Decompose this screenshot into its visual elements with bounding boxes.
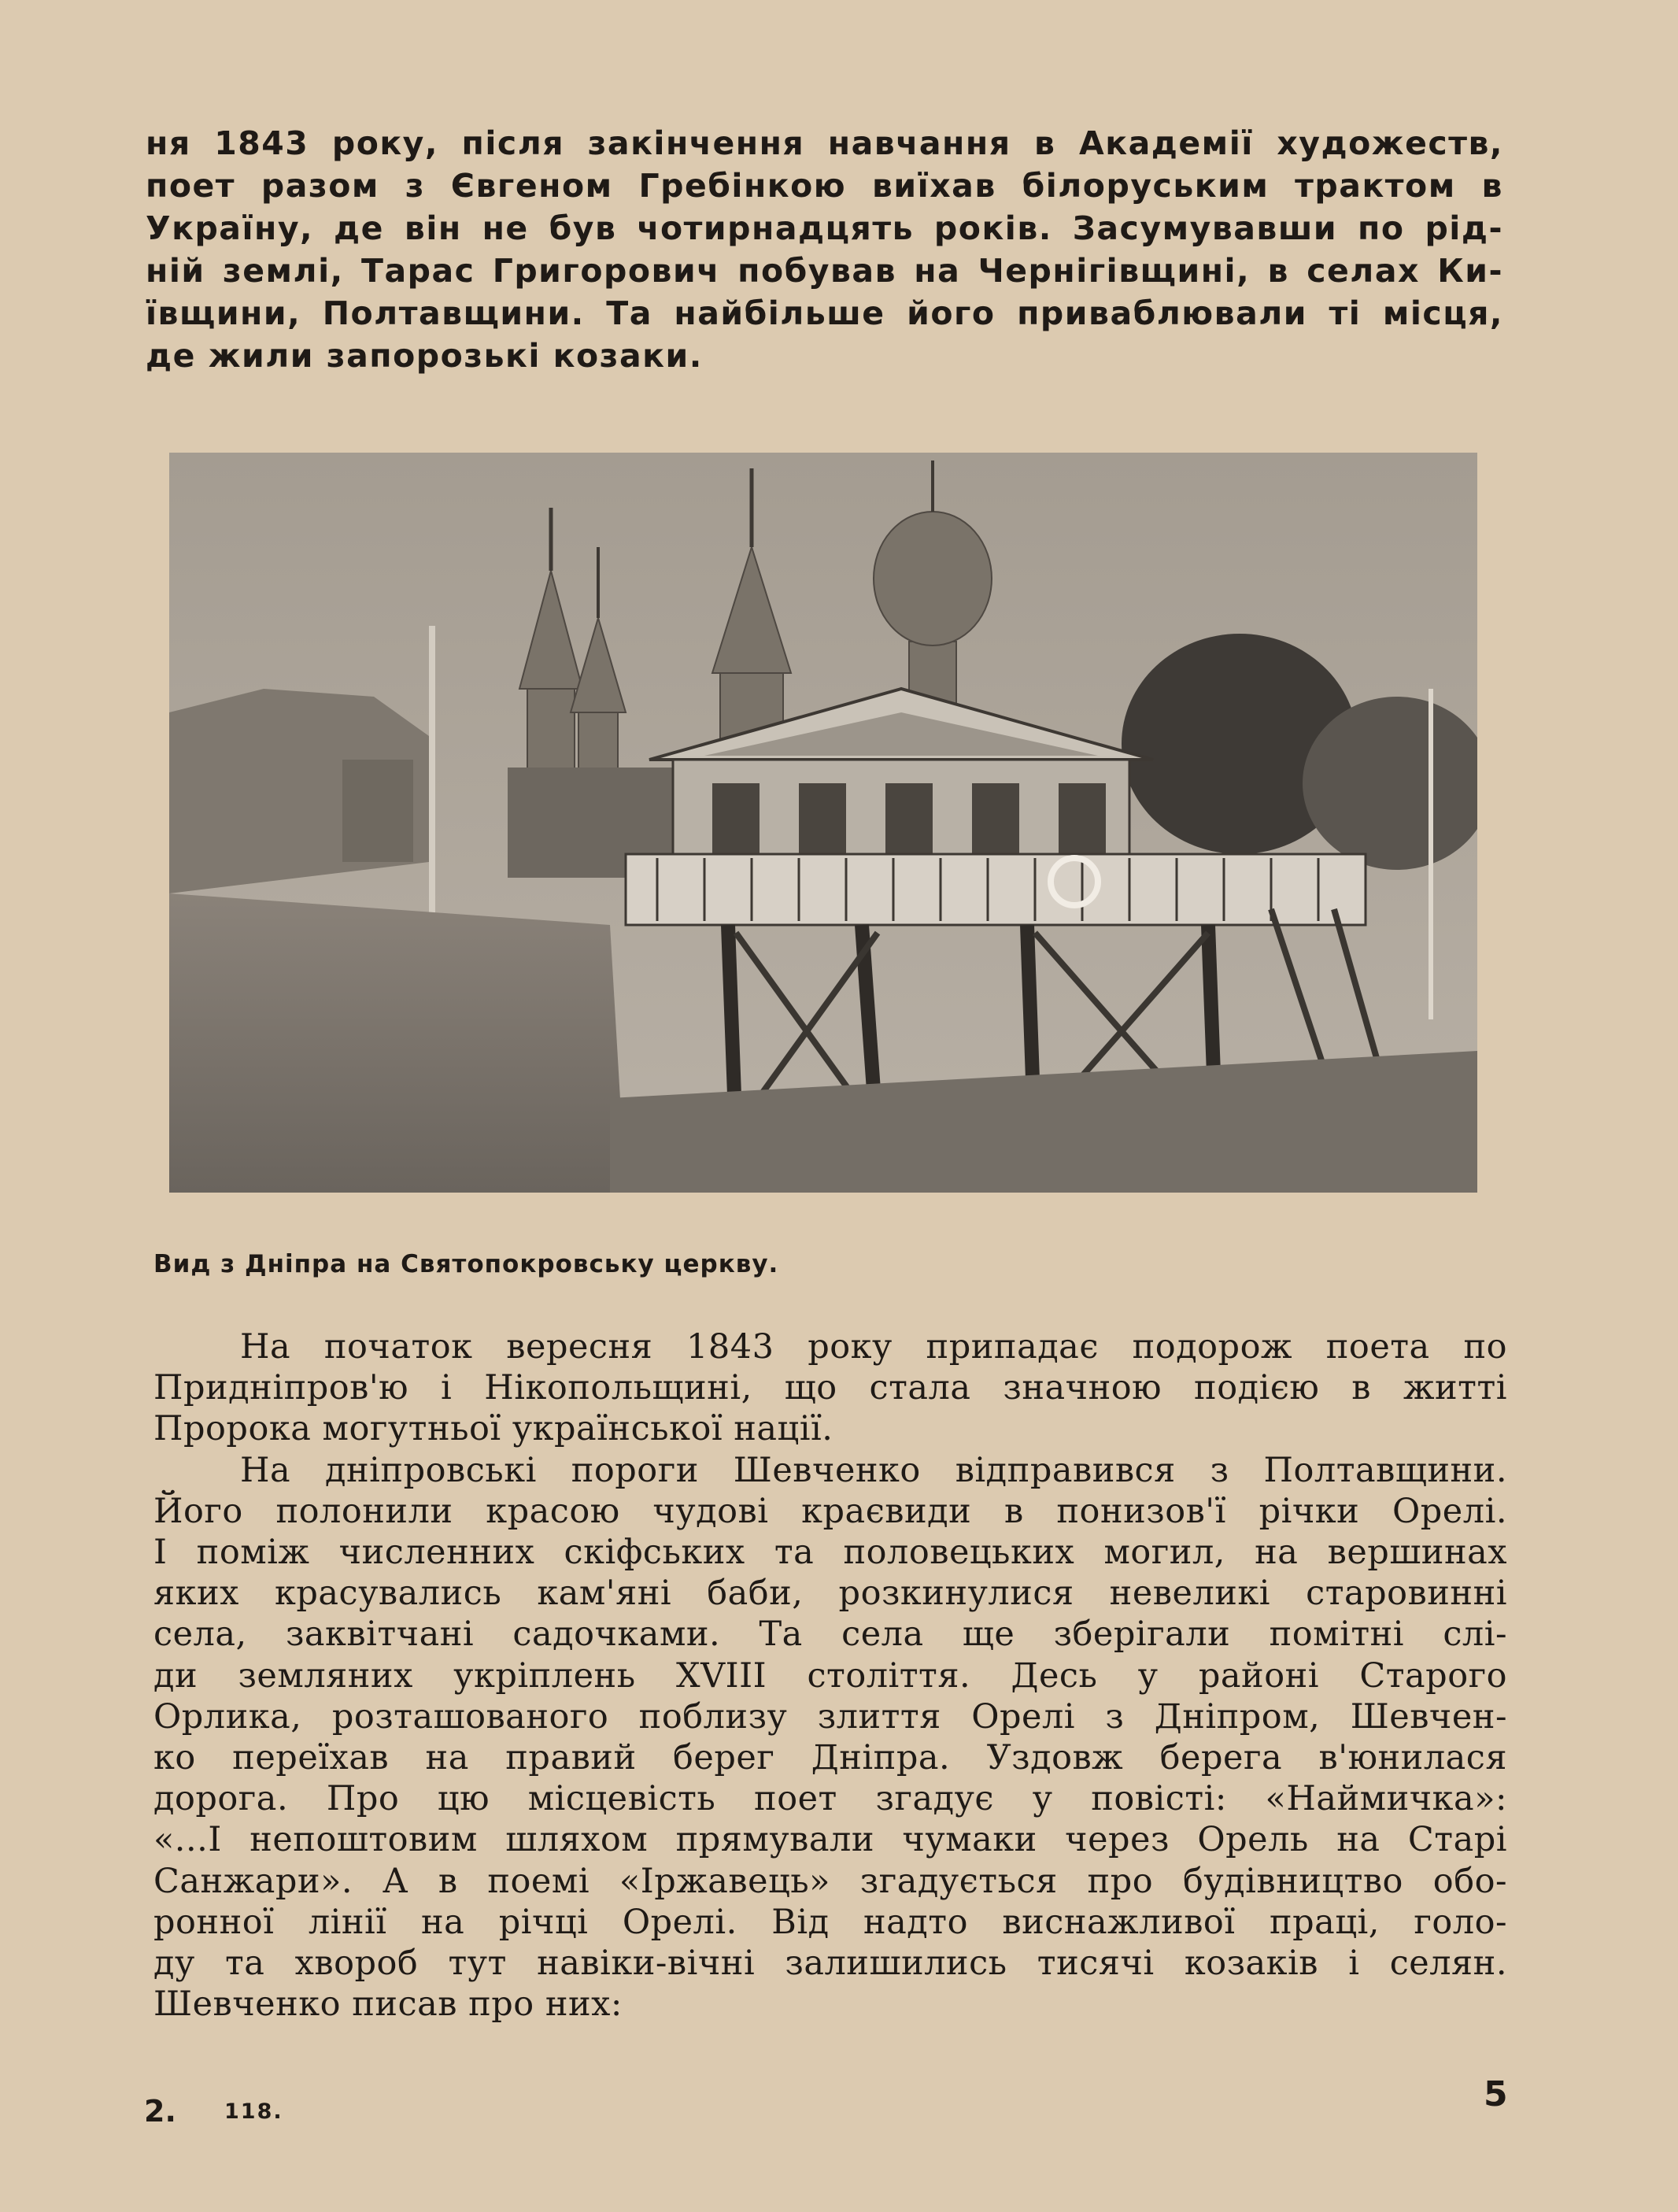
text-line: Придніпров'ю і Нікопольщині, що стала значною подією в житті	[153, 1368, 1507, 1408]
text-line: Орлика, розташованого поблизу злиття Орелі з Дніпром, Шевчен-	[153, 1696, 1507, 1737]
church-photo	[169, 453, 1477, 1193]
text-line: ній землі, Тарас Григорович побував на Чернігівщині, в селах Ки-	[146, 252, 1503, 290]
body-text	[153, 1326, 1507, 2025]
photo-caption: Вид з Дніпра на Святопокровську церкву.	[153, 1250, 779, 1278]
signature-code: 118.	[224, 2099, 283, 2124]
text-line: поет разом з Євгеном Гребінкою виїхав білоруським трактом в	[146, 167, 1503, 205]
signature-number: 2.	[144, 2094, 176, 2129]
text-line: ко переїхав на правий берег Дніпра. Уздовж берега в'юнилася	[153, 1738, 1507, 1778]
text-line: І поміж численних скіфських та половецьких могил, на вершинах	[153, 1533, 1507, 1573]
text-line: де жили запорозькі козаки.	[146, 337, 703, 375]
page-number: 5	[1484, 2074, 1508, 2114]
text-line: ду та хвороб тут навіки-вічні залишились тисячі козаків і селян.	[153, 1944, 1507, 1984]
text-line: ня 1843 року, після закінчення навчання в Академії художеств,	[146, 124, 1503, 162]
text-line: села, заквітчані садочками. Та села ще зберігали помітні слі-	[153, 1615, 1507, 1655]
text-line: Україну, де він не був чотирнадцять років. Засумувавши по рід-	[146, 209, 1503, 247]
text-line: На початок вересня 1843 року припадає подорож поета по	[240, 1327, 1507, 1367]
text-line: ронної лінії на річці Орелі. Від надто виснажливої праці, голо-	[153, 1902, 1507, 1942]
text-line: ди земляних укріплень XVIII століття. Десь у районі Старого	[153, 1655, 1507, 1696]
text-line: ївщини, Полтавщини. Та найбільше його приваблювали ті місця,	[146, 294, 1503, 332]
text-line: Його полонили красою чудові краєвиди в понизов'ї річки Орелі.	[153, 1491, 1507, 1531]
top-paragraph	[146, 122, 1503, 377]
text-line: Шевченко писав про них:	[153, 1985, 623, 2025]
text-line: Пророка могутньої української нації.	[153, 1409, 833, 1449]
text-line: Санжари». А в поемі «Іржавець» згадується про будівництво обо-	[153, 1861, 1507, 1901]
text-line: яких красувались кам'яні баби, розкинулися невеликі старовинні	[153, 1574, 1507, 1614]
text-line: дорога. Про цю місцевість поет згадує у повісті: «Наймичка»:	[153, 1779, 1507, 1819]
text-line: «...І непоштовим шляхом прямували чумаки через Орель на Старі	[153, 1820, 1507, 1860]
text-line: На дніпровські пороги Шевченко відправився з Полтавщини.	[240, 1450, 1507, 1490]
